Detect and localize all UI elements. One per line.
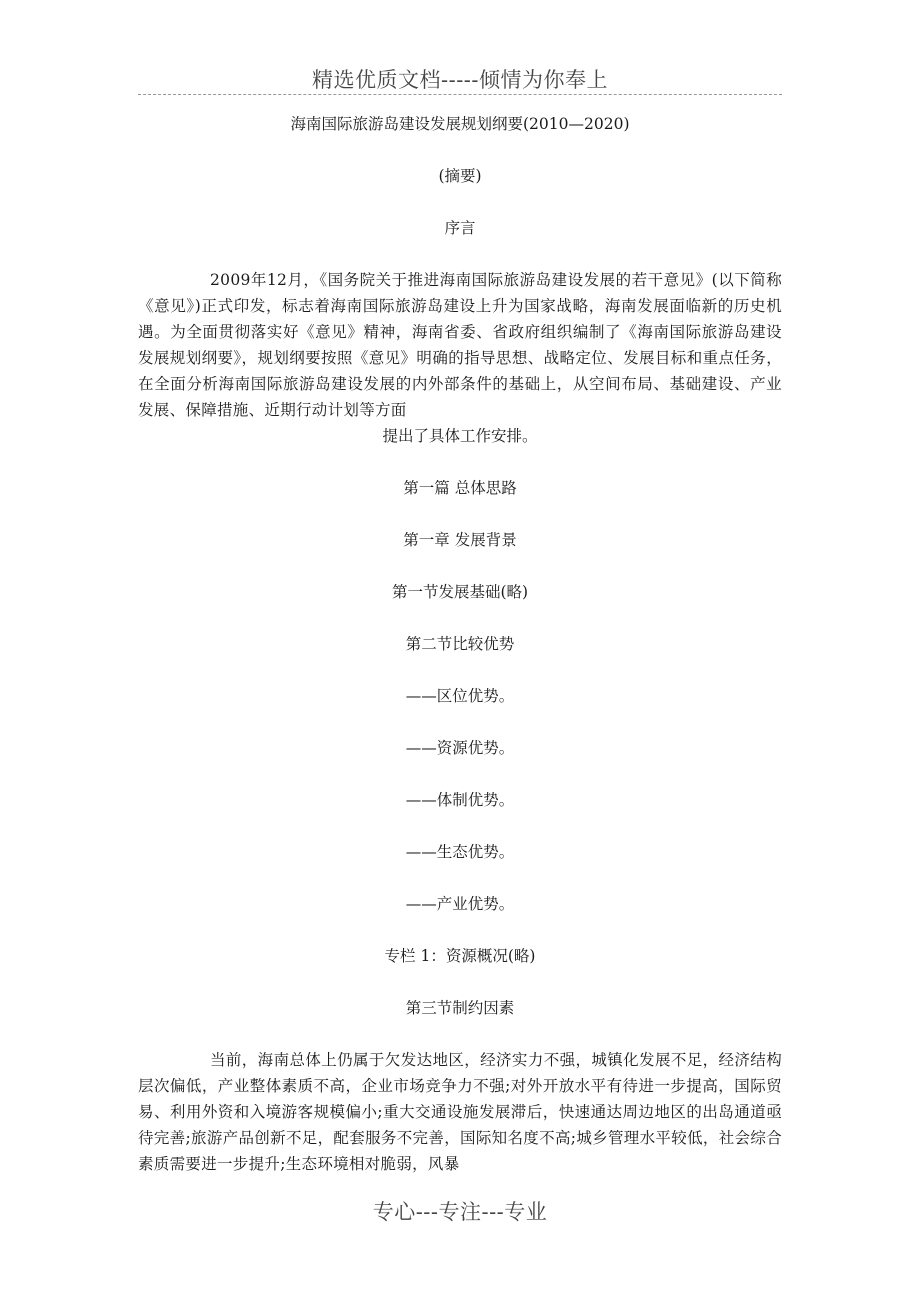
part-one-heading: 第一篇 总体思路 [403, 479, 517, 497]
preface-heading: 序言 [444, 219, 476, 237]
document-body [138, 111, 782, 1177]
section-one-heading: 第一节发展基础(略) [391, 583, 529, 601]
advantage-item: ——体制优势。 [405, 791, 515, 809]
chapter-one-heading: 第一章 发展背景 [403, 531, 517, 549]
preface-paragraph-end: 提出了具体工作安排。 [382, 427, 538, 445]
preface-paragraph: 2009年12月，《国务院关于推进海南国际旅游岛建设发展的若干意见》(以下简称《意见》)正式印发，标志着海南国际旅游岛建设上升为国家战略，海南发展面临新的历史机遇。为全面贯彻落实好《意见》精神，海南省委、省政府组织编制了《海南国际旅游岛建设发展规划纲要》，规划纲要按照《意见》明确的指导思想、战略定位、发展目标和重点任务，在全面分析海南国际旅游岛建设发展的内外部条件的基础上，从空间布局、基础建设、产业发展、保障措施、近期行动计划等方面 [138, 271, 782, 419]
page-footer: 专心---专注---专业 [372, 1200, 548, 1224]
page-header: 精选优质文档-----倾情为你奉上 [312, 68, 608, 92]
advantage-item: ——区位优势。 [405, 687, 515, 705]
document-subtitle: (摘要) [438, 167, 482, 185]
advantage-item: ——资源优势。 [405, 739, 515, 757]
section-two-heading: 第二节比较优势 [405, 635, 515, 653]
section-three-heading: 第三节制约因素 [405, 999, 515, 1017]
column-one-note: 专栏 1：资源概况(略) [384, 947, 536, 965]
advantage-item: ——生态优势。 [405, 843, 515, 861]
header-divider [138, 94, 782, 95]
advantage-item: ——产业优势。 [405, 895, 515, 913]
document-title: 海南国际旅游岛建设发展规划纲要(2010—2020) [290, 115, 630, 133]
constraints-paragraph: 当前，海南总体上仍属于欠发达地区，经济实力不强，城镇化发展不足，经济结构层次偏低，产业整体素质不高，企业市场竞争力不强;对外开放水平有待进一步提高，国际贸易、利用外资和入境游客规模偏小;重大交通设施发展滞后，快速通达周边地区的出岛通道亟待完善;旅游产品创新不足，配套服务不完善，国际知名度不高;城乡管理水平较低，社会综合素质需要进一步提升;生态环境相对脆弱，风暴 [138, 1051, 782, 1173]
